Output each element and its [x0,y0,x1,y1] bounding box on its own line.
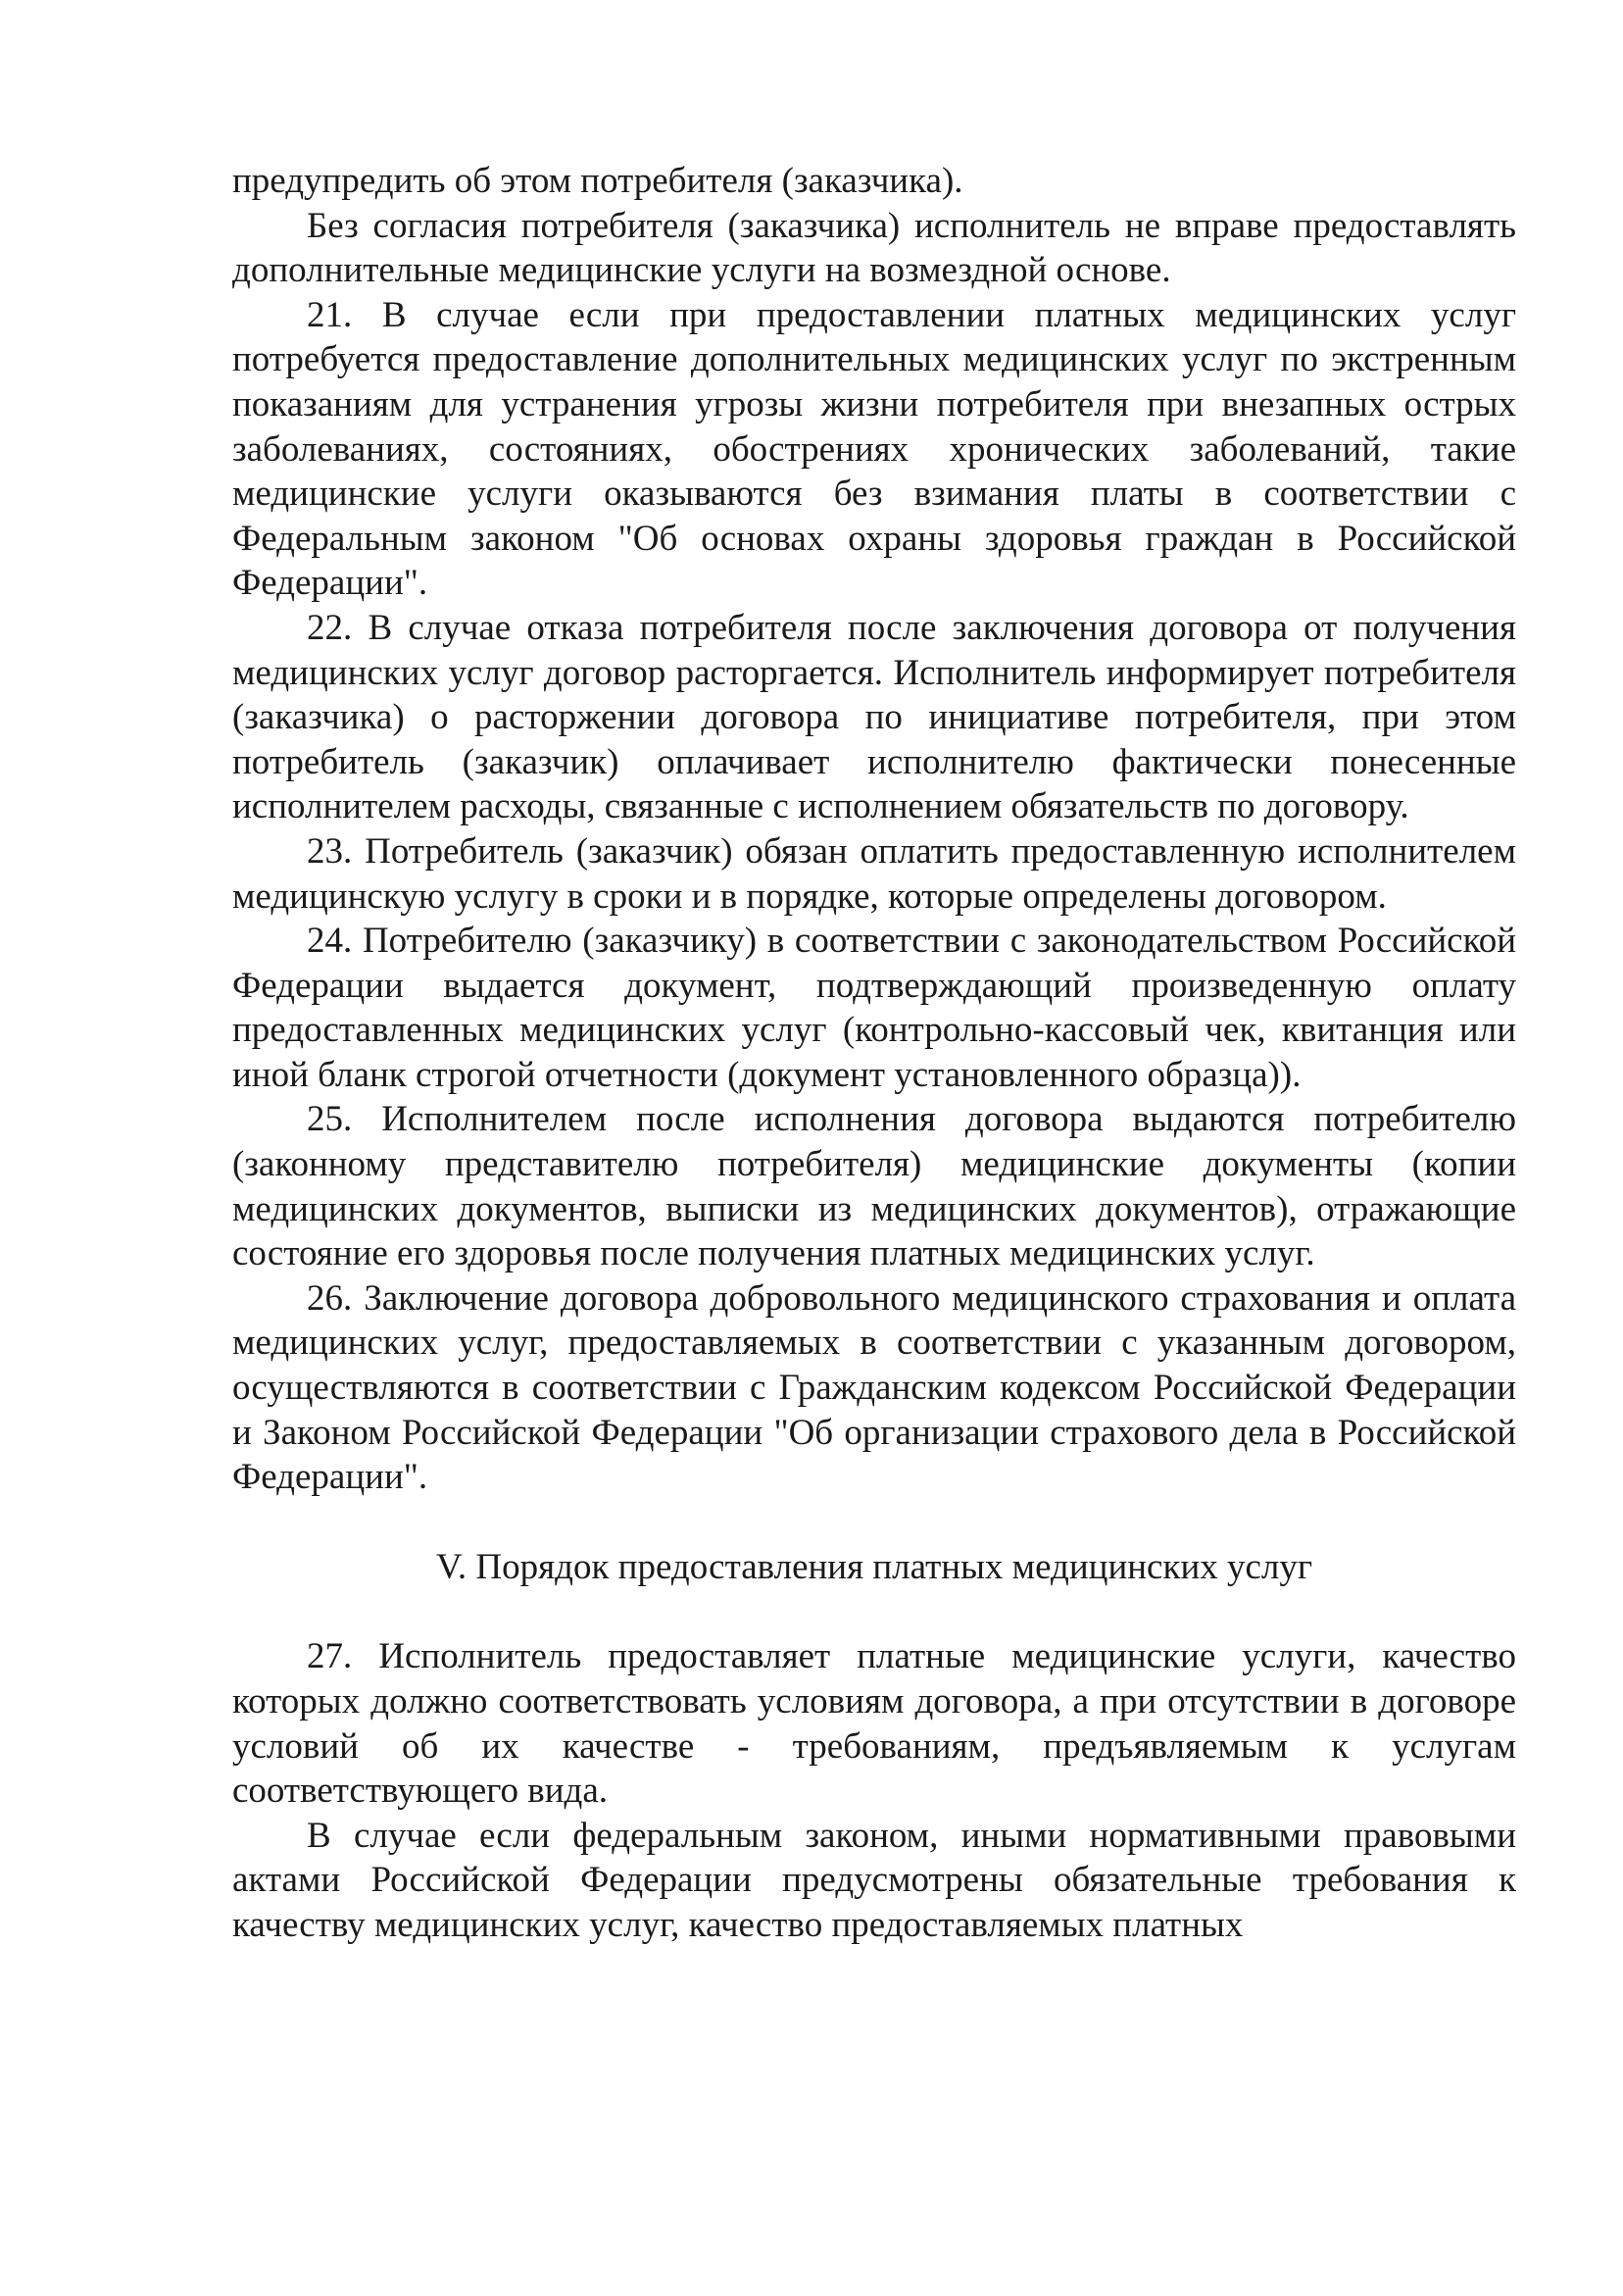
paragraph-26: 26. Заключение договора добровольного медицинского страхования и оплата медицинских услуг, предоставляемых в соответствии с указанным договором, осуществляются в соответствии с Гражданским кодексом Российской Федерации и Законом Российской Федерации "Об организации страхового дела в Российской Федерации". [232,1277,1516,1498]
document-page [232,159,1516,1948]
paragraph-22: 22. В случае отказа потребителя после заключения договора от получения медицинских услуг договор расторгается. Исполнитель информирует потребителя (заказчика) о расторжении договора по инициативе потребителя, при этом потребитель (заказчик) оплачивает исполнителю фактически понесенные исполнителем расходы, связанные с исполнением обязательств по договору. [232,607,1516,827]
paragraph-21: 21. В случае если при предоставлении платных медицинских услуг потребуется предоставление дополнительных медицинских услуг по экстренным показаниям для устранения угрозы жизни потребителя при внезапных острых заболеваниях, состояниях, обострениях хронических заболеваний, такие медицинские услуги оказываются без взимания платы в соответствии с Федеральным законом "Об основах охраны здоровья граждан в Российской Федерации". [232,294,1516,604]
paragraph-consent: Без согласия потребителя (заказчика) исполнитель не вправе предоставлять дополнительные медицинские услуги на возмездной основе. [232,205,1516,291]
paragraph-quality-requirements: В случае если федеральным законом, иными нормативными правовыми актами Российской Федерации предусмотрены обязательные требования к качеству медицинских услуг, качество предоставляемых платных [232,1815,1516,1945]
paragraph-23: 23. Потребитель (заказчик) обязан оплатить предоставленную исполнителем медицинскую услугу в сроки и в порядке, которые определены договором. [232,830,1516,917]
paragraph-25: 25. Исполнителем после исполнения договора выдаются потребителю (законному представителю потребителя) медицинские документы (копии медицинских документов, выписки из медицинских документов), отражающие состояние его здоровья после получения платных медицинских услуг. [232,1099,1516,1274]
section-heading: V. Порядок предоставления платных медицинских услуг [435,1546,1313,1587]
paragraph-24: 24. Потребителю (заказчику) в соответствии с законодательством Российской Федерации выдается документ, подтверждающий произведенную оплату предоставленных медицинских услуг (контрольно-кассовый чек, квитанция или иной бланк строгой отчетности (документ установленного образца)). [232,921,1516,1095]
paragraph-27: 27. Исполнитель предоставляет платные медицинские услуги, качество которых должно соответствовать условиям договора, а при отсутствии в договоре условий об их качестве - требованиям, предъявляемым к услугам соответствующего вида. [232,1636,1516,1812]
paragraph-continuation: предупредить об этом потребителя (заказчика). [232,161,963,201]
